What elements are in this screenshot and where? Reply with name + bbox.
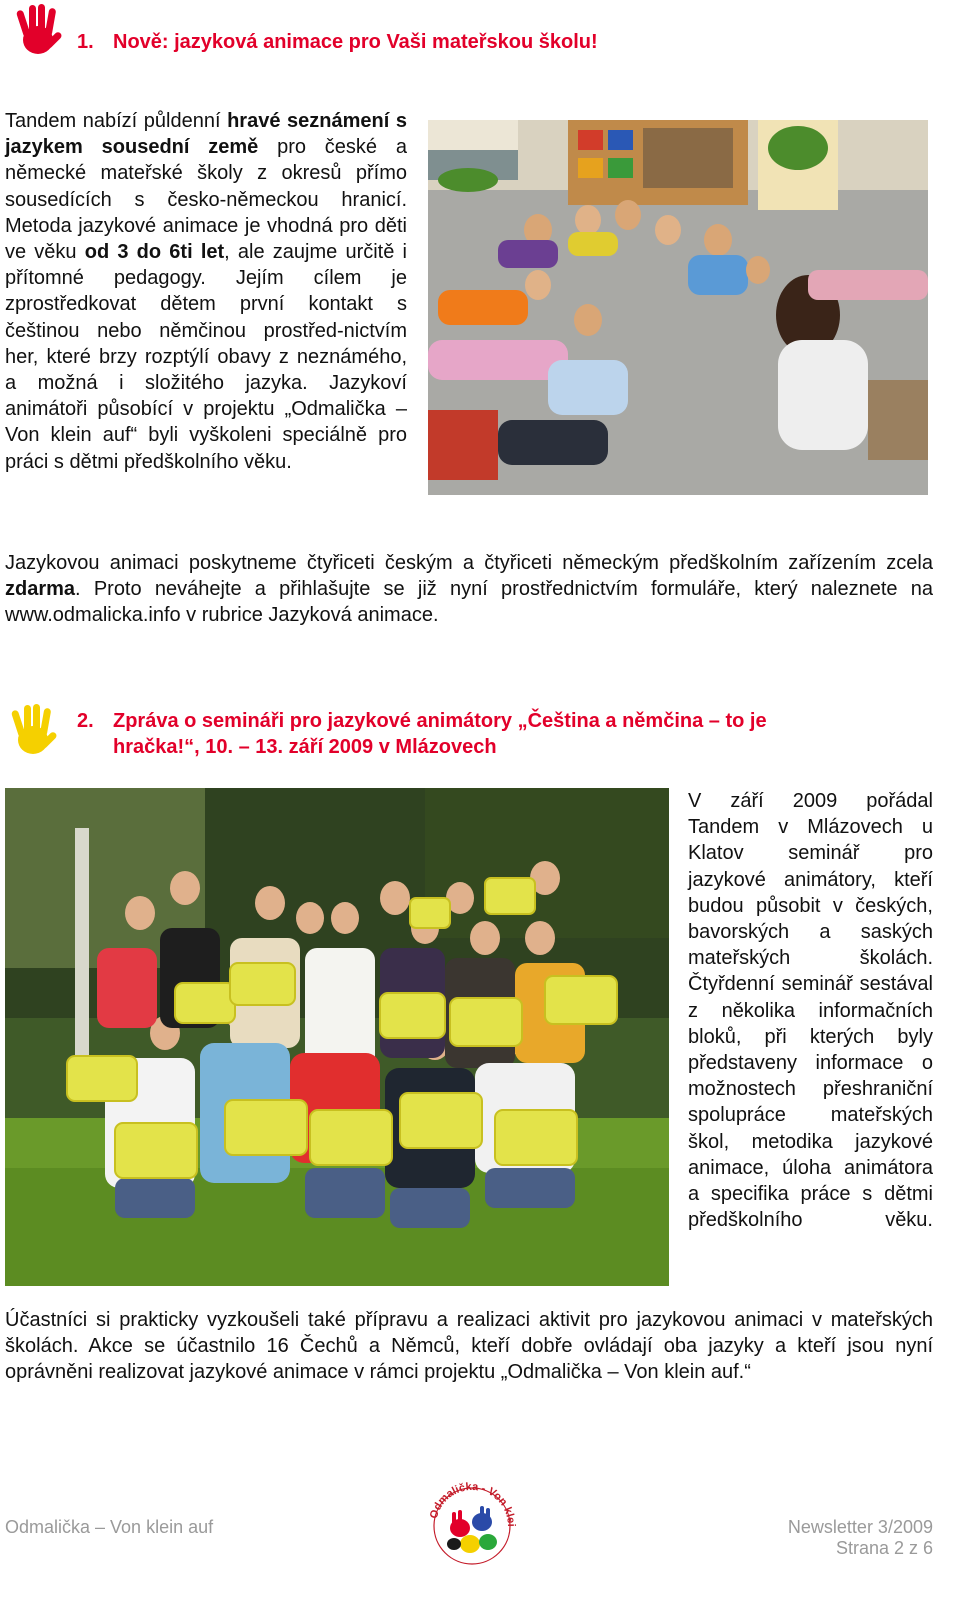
section2-full-paragraph: Účastníci si prakticky vyzkoušeli také přípravu a realizaci aktivit pro jazykovou animaci v mateřských školách. Akce se účastnilo 16 Čechů a Němců, kteří dobře ovládají oba jazyky a kteří jsou nyní oprávněni realizovat jazykové animace v rámci projektu „Odmalička – Von klein auf.“ [5,1309,933,1384]
seminar-group-photo [5,788,669,1286]
logo-text: Odmalička - Von klei [427,1480,518,1527]
body-b-text: , ale zaujme určitě i přítomné pedagogy. Jejím cílem je zprostředkovat dětem první kontakt s češtinou nebo němčinou prostřed-nictvím her, které brzy rozptýlí obavy z neznámého, a možná i složitého jazyka. Jazykoví animátoři působící v projektu „Odmalička – Von klein auf“ byli vyškoleni speciálně pro práci s dětmi předškolního věku. [5,241,407,473]
svg-text:Odmalička - Von klein auf [422,1470,517,1527]
age-bold-text: od 3 do 6ti let [84,241,225,264]
full-b-text: . Proto neváhejte a přihlašujte se již nyní prostřednictvím formuláře, který naleznete na www.odmalicka.info v rubrice Jazyková animace. [5,578,933,627]
footer-right [788,1517,933,1559]
section1-full-paragraph [5,550,933,629]
section2-side-paragraph: V září 2009 pořádal Tandem v Mlázovech u Klatov seminář pro jazykové animátory, kteří budou působit v českých, bavorských a saských mateřských školách. Čtyřdenní seminář sestával z několika informačních bloků, při kterých byly představeny informace o možnostech přeshraniční spolupráce mateřských škol, metodika jazykové animace, úloha animátora a specifika práce s dětmi předškolního věku. [688,790,933,1232]
section2-heading [77,708,937,760]
section2-title-line1: Zpráva o semináři pro jazykové animátory „Čeština a němčina – to je [113,710,767,732]
section1-heading [77,29,937,55]
section1-title: Nově: jazyková animace pro Vaši mateřskou školu! [113,31,598,53]
intro-text: Tandem nabízí půldenní [5,110,228,132]
section2-number: 2. [77,710,94,732]
yellow-handprint-icon [5,702,61,760]
footer-page-number: Strana 2 z 6 [835,1538,933,1558]
red-handprint-icon [10,2,66,60]
body-a-text: pro české a německé mateřské školy z okresů přímo sousedících s česko-německou hranicí. Metoda jazykové animace je vhodná pro děti ve věku [5,136,407,264]
intro-bold-text: hravé seznámení s jazykem sousední země [5,110,407,159]
section1-number: 1. [77,31,94,53]
free-bold-text: zdarma [5,578,76,601]
section2-heading-line2 [77,734,937,760]
section1-intro-paragraph [5,108,407,475]
odmalicka-logo [422,1470,522,1566]
section2-title-line2: hračka!“, 10. – 13. září 2009 v Mlázovech [113,736,497,758]
children-playing-photo [428,120,928,495]
full-a-text: Jazykovou animaci poskytneme čtyřiceti českým a čtyřiceti německým předškolním zařízením zcela [5,552,933,574]
footer-newsletter-issue: Newsletter 3/2009 [787,1517,933,1537]
footer-left-text: Odmalička – Von klein auf [5,1517,214,1537]
section2-heading-line1 [77,708,937,734]
